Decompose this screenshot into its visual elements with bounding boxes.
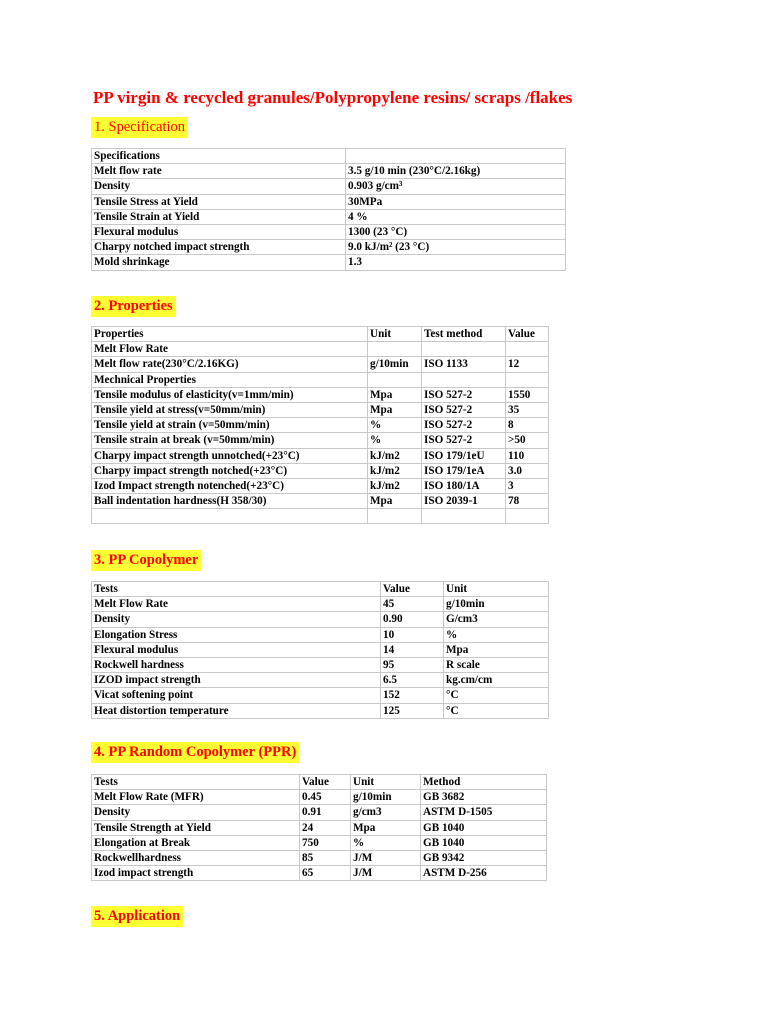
table-cell: 9.0 kJ/m² (23 °C) xyxy=(346,240,566,255)
table-cell: kg.cm/cm xyxy=(444,673,549,688)
table-cell: 24 xyxy=(300,820,351,835)
table-cell xyxy=(506,509,549,524)
table-cell xyxy=(92,509,368,524)
table-cell: °C xyxy=(444,688,549,703)
table-row xyxy=(92,179,566,194)
table-cell: Value xyxy=(300,775,351,790)
table-cell: Mpa xyxy=(444,642,549,657)
table-row xyxy=(92,673,549,688)
table-cell: ASTM D-1505 xyxy=(421,805,547,820)
table-cell: g/10min xyxy=(444,597,549,612)
table-row xyxy=(92,402,549,417)
section-heading-application: 5. Application xyxy=(91,906,183,927)
table-cell: Tensile Stress at Yield xyxy=(92,194,346,209)
table-cell: Method xyxy=(421,775,547,790)
table-cell xyxy=(506,342,549,357)
table-cell: Tensile Strain at Yield xyxy=(92,209,346,224)
table-row xyxy=(92,820,547,835)
table-cell: ISO 527-2 xyxy=(422,433,506,448)
table-row xyxy=(92,478,549,493)
table-cell: 1.3 xyxy=(346,255,566,270)
table-cell: Density xyxy=(92,179,346,194)
table-cell: 3.0 xyxy=(506,463,549,478)
table-cell: Rockwell hardness xyxy=(92,657,381,672)
table-row xyxy=(92,835,547,850)
table-cell: Properties xyxy=(92,327,368,342)
table-cell: Flexural modulus xyxy=(92,224,346,239)
specification-table xyxy=(91,148,566,271)
table-cell: 30MPa xyxy=(346,194,566,209)
table-cell: ISO 2039-1 xyxy=(422,494,506,509)
table-cell: ISO 180/1A xyxy=(422,478,506,493)
table-cell: >50 xyxy=(506,433,549,448)
table-cell: Vicat softening point xyxy=(92,688,381,703)
table-cell: Melt Flow Rate xyxy=(92,597,381,612)
table-cell: Rockwellhardness xyxy=(92,850,300,865)
table-cell: Density xyxy=(92,612,381,627)
table-cell: GB 1040 xyxy=(421,820,547,835)
table-cell: 1550 xyxy=(506,387,549,402)
table-cell: Mpa xyxy=(368,387,422,402)
table-row xyxy=(92,387,549,402)
table-row xyxy=(92,433,549,448)
table-cell: Charpy impact strength unnotched(+23°C) xyxy=(92,448,368,463)
table-cell: GB 9342 xyxy=(421,850,547,865)
table-cell: J/M xyxy=(351,866,421,881)
table-row xyxy=(92,327,549,342)
table-cell: Melt Flow Rate (MFR) xyxy=(92,790,300,805)
table-row xyxy=(92,448,549,463)
table-cell: 0.91 xyxy=(300,805,351,820)
table-cell: 750 xyxy=(300,835,351,850)
table-row xyxy=(92,509,549,524)
table-cell: Tensile strain at break (v=50mm/min) xyxy=(92,433,368,448)
table-row xyxy=(92,342,549,357)
table-cell: °C xyxy=(444,703,549,718)
table-row xyxy=(92,194,566,209)
table-row xyxy=(92,209,566,224)
table-cell: g/10min xyxy=(368,357,422,372)
table-cell: 10 xyxy=(381,627,444,642)
section-heading-pp-copolymer: 3. PP Copolymer xyxy=(91,550,201,571)
table-cell: Mechnical Properties xyxy=(92,372,368,387)
table-cell: Charpy impact strength notched(+23°C) xyxy=(92,463,368,478)
table-cell: 8 xyxy=(506,418,549,433)
table-cell: kJ/m2 xyxy=(368,478,422,493)
table-row xyxy=(92,597,549,612)
table-cell: 45 xyxy=(381,597,444,612)
table-cell: Test method xyxy=(422,327,506,342)
table-cell: ISO 179/1eU xyxy=(422,448,506,463)
table-cell: % xyxy=(368,418,422,433)
table-cell: ASTM D-256 xyxy=(421,866,547,881)
table-row xyxy=(92,790,547,805)
table-cell: Izod impact strength xyxy=(92,866,300,881)
section-heading-properties: 2. Properties xyxy=(91,296,176,317)
table-cell: Tensile yield at strain (v=50mm/min) xyxy=(92,418,368,433)
table-cell: 3 xyxy=(506,478,549,493)
table-cell: 6.5 xyxy=(381,673,444,688)
table-cell: % xyxy=(351,835,421,850)
table-row xyxy=(92,255,566,270)
table-cell xyxy=(422,509,506,524)
table-cell: 95 xyxy=(381,657,444,672)
table-cell: J/M xyxy=(351,850,421,865)
table-cell: Ball indentation hardness(H 358/30) xyxy=(92,494,368,509)
table-row xyxy=(92,463,549,478)
properties-table xyxy=(91,326,549,524)
table-cell: Izod Impact strength notenched(+23°C) xyxy=(92,478,368,493)
table-cell: Value xyxy=(381,582,444,597)
table-cell: g/cm3 xyxy=(351,805,421,820)
table-cell: Density xyxy=(92,805,300,820)
table-row xyxy=(92,418,549,433)
table-cell: Mpa xyxy=(368,402,422,417)
table-row xyxy=(92,149,566,164)
table-cell: 0.903 g/cm³ xyxy=(346,179,566,194)
ppr-table xyxy=(91,774,547,881)
table-cell: 85 xyxy=(300,850,351,865)
table-row xyxy=(92,703,549,718)
table-cell: Mpa xyxy=(368,494,422,509)
table-cell: Melt Flow Rate xyxy=(92,342,368,357)
table-cell: g/10min xyxy=(351,790,421,805)
section-heading-specification: 1. Specification xyxy=(91,117,188,138)
table-cell xyxy=(368,342,422,357)
table-row xyxy=(92,582,549,597)
table-cell: Tensile modulus of elasticity(v=1mm/min) xyxy=(92,387,368,402)
table-row xyxy=(92,494,549,509)
table-cell: Tensile yield at stress(v=50mm/min) xyxy=(92,402,368,417)
table-cell: % xyxy=(368,433,422,448)
table-cell: Tests xyxy=(92,582,381,597)
table-row xyxy=(92,627,549,642)
table-cell: Unit xyxy=(444,582,549,597)
table-cell: ISO 179/1eA xyxy=(422,463,506,478)
table-cell: Value xyxy=(506,327,549,342)
table-cell xyxy=(422,342,506,357)
table-cell: Elongation at Break xyxy=(92,835,300,850)
table-cell: 65 xyxy=(300,866,351,881)
table-cell: ISO 527-2 xyxy=(422,402,506,417)
table-cell: Melt flow rate(230°C/2.16KG) xyxy=(92,357,368,372)
table-cell xyxy=(368,372,422,387)
table-cell: kJ/m2 xyxy=(368,448,422,463)
table-cell xyxy=(346,149,566,164)
table-cell: 4 % xyxy=(346,209,566,224)
table-cell: 35 xyxy=(506,402,549,417)
table-row xyxy=(92,657,549,672)
table-row xyxy=(92,805,547,820)
table-cell: Charpy notched impact strength xyxy=(92,240,346,255)
table-cell: 125 xyxy=(381,703,444,718)
table-cell: GB 3682 xyxy=(421,790,547,805)
table-row xyxy=(92,164,566,179)
table-cell: Specifications xyxy=(92,149,346,164)
table-row xyxy=(92,642,549,657)
table-row xyxy=(92,850,547,865)
table-cell: ISO 527-2 xyxy=(422,387,506,402)
table-row xyxy=(92,688,549,703)
table-cell xyxy=(422,372,506,387)
table-cell: Mold shrinkage xyxy=(92,255,346,270)
table-cell: 3.5 g/10 min (230°C/2.16kg) xyxy=(346,164,566,179)
table-cell: 78 xyxy=(506,494,549,509)
table-cell: Melt flow rate xyxy=(92,164,346,179)
table-row xyxy=(92,612,549,627)
table-row xyxy=(92,224,566,239)
table-cell: 152 xyxy=(381,688,444,703)
table-cell: ISO 527-2 xyxy=(422,418,506,433)
table-row xyxy=(92,866,547,881)
table-cell: Flexural modulus xyxy=(92,642,381,657)
table-cell: GB 1040 xyxy=(421,835,547,850)
table-cell: 110 xyxy=(506,448,549,463)
table-cell: 0.45 xyxy=(300,790,351,805)
document-title: PP virgin & recycled granules/Polypropylene resins/ scraps /flakes xyxy=(93,88,573,107)
table-cell xyxy=(506,372,549,387)
table-cell: kJ/m2 xyxy=(368,463,422,478)
table-cell: Tensile Strength at Yield xyxy=(92,820,300,835)
table-row xyxy=(92,240,566,255)
table-cell: Mpa xyxy=(351,820,421,835)
table-cell: 14 xyxy=(381,642,444,657)
table-cell: ISO 1133 xyxy=(422,357,506,372)
table-cell: Unit xyxy=(351,775,421,790)
table-cell: G/cm3 xyxy=(444,612,549,627)
table-row xyxy=(92,357,549,372)
table-cell: IZOD impact strength xyxy=(92,673,381,688)
table-cell: 12 xyxy=(506,357,549,372)
table-cell: Tests xyxy=(92,775,300,790)
section-heading-ppr: 4. PP Random Copolymer (PPR) xyxy=(91,742,299,763)
table-row xyxy=(92,775,547,790)
table-row xyxy=(92,372,549,387)
pp-copolymer-table xyxy=(91,581,549,719)
table-cell: % xyxy=(444,627,549,642)
table-cell: Elongation Stress xyxy=(92,627,381,642)
table-cell: Heat distortion temperature xyxy=(92,703,381,718)
table-cell: R scale xyxy=(444,657,549,672)
table-cell xyxy=(368,509,422,524)
table-cell: 0.90 xyxy=(381,612,444,627)
table-cell: 1300 (23 °C) xyxy=(346,224,566,239)
table-cell: Unit xyxy=(368,327,422,342)
